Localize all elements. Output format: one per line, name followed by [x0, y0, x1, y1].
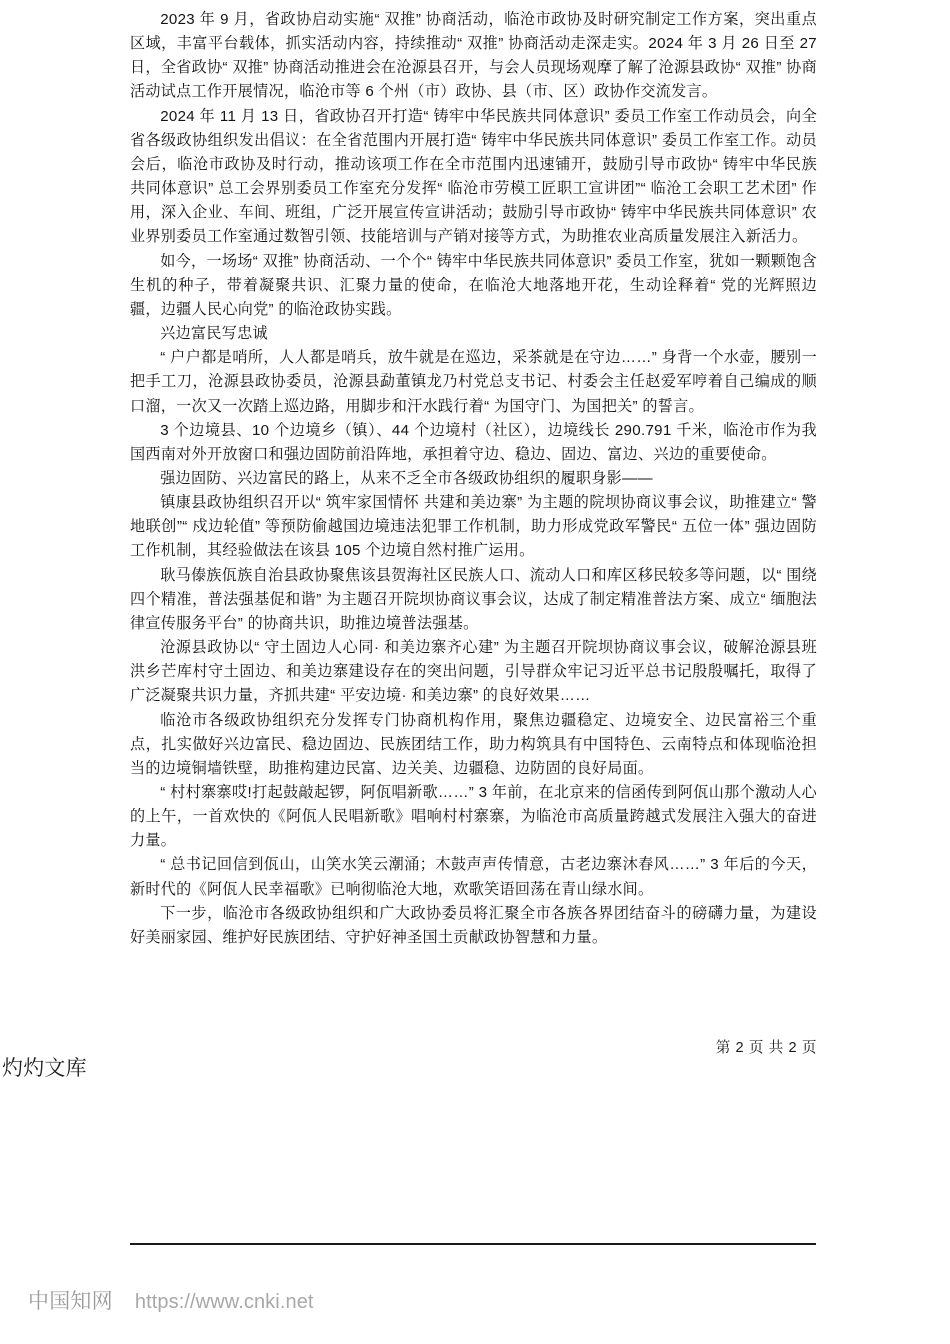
watermark-text: 灼灼文库: [2, 1057, 87, 1080]
paragraph: “ 户户都是哨所，人人都是哨兵，放牛就是在巡边，采茶就是在守边……” 身背一个水壶，腰别一把手工刀，沧源县政协委员，沧源县勐董镇龙乃村党总支书记、村委会主任赵爱军哼着自己编成的顺口溜，一次又一次踏上巡边路，用脚步和汗水践行着“ 为国守门、为国把关” 的誓言。: [130, 349, 817, 415]
page-number: 第 2 页 共 2 页: [715, 1040, 817, 1056]
paragraph: 耿马傣族佤族自治县政协聚焦该县贺海社区民族人口、流动人口和库区移民较多等问题，以“ 围绕四个精准，普法强基促和谐” 为主题召开院坝协商议事会议，达成了制定精准普法方案、成立“ 缅胞法律宣传服务平台” 的协商共识，助推边境普法强基。: [130, 566, 817, 632]
paragraph: 临沧市各级政协组织充分发挥专门协商机构作用，聚焦边疆稳定、边境安全、边民富裕三个重点，扎实做好兴边富民、稳边固边、民族团结工作，助力构筑具有中国特色、云南特点和体现临沧担当的边境铜墙铁壁，助推构建边民富、边关美、边疆稳、边防固的良好局面。: [130, 711, 817, 777]
cnki-brand-name: 中国知网: [28, 1290, 113, 1313]
paragraph: 下一步，临沧市各级政协组织和广大政协委员将汇聚全市各族各界团结奋斗的磅礴力量，为建设好美丽家园、维护好民族团结、守护好神圣国土贡献政协智慧和力量。: [130, 904, 817, 946]
footer-divider: [130, 1243, 816, 1245]
paragraph: 沧源县政协以“ 守土固边人心同· 和美边寨齐心建” 为主题召开院坝协商议事会议，破解沧源县班洪乡芒库村守土固边、和美边寨建设存在的突出问题，引导群众牢记习近平总书记殷殷嘱托，取得了广泛凝聚共识力量，齐抓共建“ 平安边境· 和美边寨” 的良好效果……: [130, 639, 817, 705]
cnki-footer: [28, 1288, 314, 1316]
section-subheading: 兴边富民写忠诚: [160, 325, 268, 343]
paragraph: 如今，一场场“ 双推” 协商活动、一个个“ 铸牢中华民族共同体意识” 委员工作室，犹如一颗颗饱含生机的种子，带着凝聚共识、汇聚力量的使命，在临沧大地落地开花，生动诠释着“ 党的光辉照边疆，边疆人民心向党” 的临沧政协实践。: [130, 252, 817, 318]
paragraph: 2024 年 11 月 13 日，省政协召开打造“ 铸牢中华民族共同体意识” 委员工作室工作动员会，向全省各级政协组织发出倡议：在全省范围内开展打造“ 铸牢中华民族共同体意识” 委员工作室工作。动员会后，临沧市政协及时行动，推动该项工作在全市范围内迅速铺开，鼓励引导市政协“ 铸牢中华民族共同体意识” 总工会界别委员工作室充分发挥“ 临沧市劳模工匠职工宣讲团”“ 临沧工会职工艺术团” 作用，深入企业、车间、班组，广泛开展宣传宣讲活动；鼓励引导市政协“ 铸牢中华民族共同体意识” 农业界别委员工作室通过数智引领、技能培训与产销对接等方式，为助推农业高质量发展注入新活力。: [130, 107, 817, 246]
paragraph: “ 总书记回信到佤山，山笑水笑云潮涌；木鼓声声传情意，古老边寨沐春风……” 3 年后的今天，新时代的《阿佤人民幸福歌》已响彻临沧大地，欢歌笑语回荡在青山绿水间。: [130, 856, 817, 898]
paragraph: 镇康县政协组织召开以“ 筑牢家国情怀 共建和美边寨” 为主题的院坝协商议事会议，助推建立“ 警地联创”“ 戍边轮值” 等预防偷越国边境违法犯罪工作机制，助力形成党政军警民“ 五位一体” 强边固防工作机制，其经验做法在该县 105 个边境自然村推广运用。: [130, 494, 817, 560]
paragraph: 2023 年 9 月，省政协启动实施“ 双推” 协商活动，临沧市政协及时研究制定工作方案，突出重点区域，丰富平台载体，抓实活动内容，持续推动“ 双推” 协商活动走深走实。2024 年 3 月 26 日至 27 日，全省政协“ 双推” 协商活动推进会在沧源县召开，与会人员现场观摩了解了沧源县政协“ 双推” 协商活动试点工作开展情况，临沧市等 6 个州（市）政协、县（市、区）政协作交流发言。: [130, 11, 817, 101]
paragraph: 3 个边境县、10 个边境乡（镇）、44 个边境村（社区），边境线长 290.791 千米，临沧市作为我国西南对外开放窗口和强边固防前沿阵地，承担着守边、稳边、固边、富边、兴边的重要使命。: [130, 421, 817, 463]
paragraph: “ 村村寨寨哎!打起鼓敲起锣，阿佤唱新歌……” 3 年前，在北京来的信函传到阿佤山那个激动人心的上午，一首欢快的《阿佤人民唱新歌》唱响村村寨寨，为临沧市高质量跨越式发展注入强大的奋进力量。: [130, 784, 817, 850]
article-body: [130, 8, 817, 950]
cnki-brand-url[interactable]: https://www.cnki.net: [134, 1291, 314, 1313]
paragraph: 强边固防、兴边富民的路上，从来不乏全市各级政协组织的履职身影——: [160, 469, 653, 487]
